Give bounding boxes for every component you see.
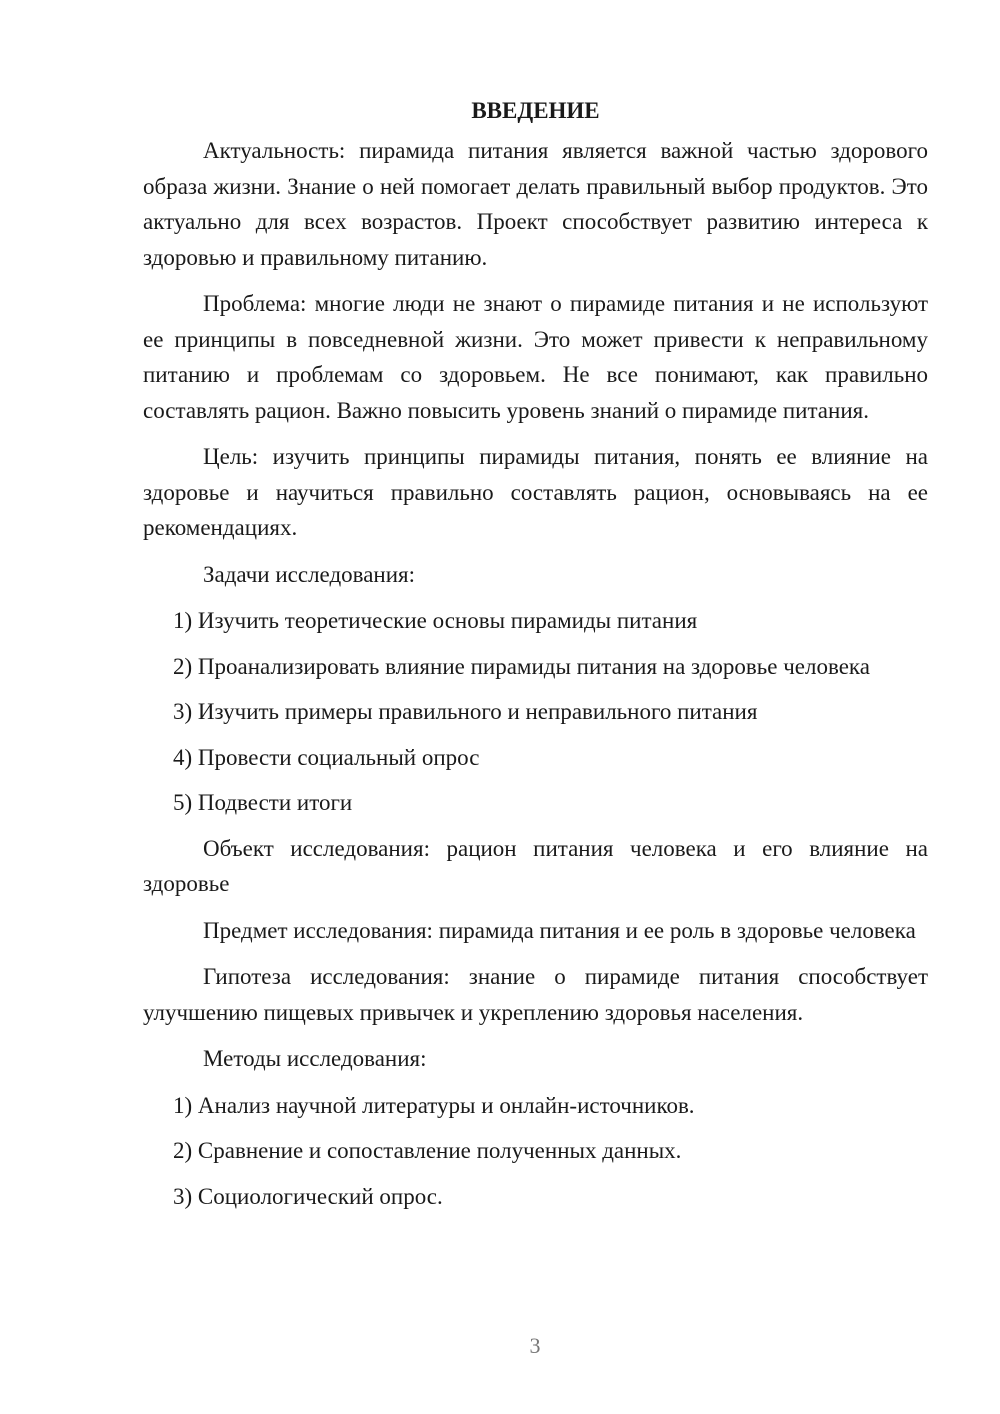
relevance-paragraph: Актуальность: пирамида питания является важной частью здорового образа жизни. Знание о ней помогает делать правильный выбор продуктов. Это актуально для всех возрастов. Проект способствует развитию интереса к здоровью и правильному питанию. bbox=[143, 138, 928, 270]
hypothesis-paragraph: Гипотеза исследования: знание о пирамиде питания способствует улучшению пищевых привычек и укреплению здоровья населения. bbox=[143, 964, 928, 1025]
method-item-3: 3) Социологический опрос. bbox=[173, 1183, 443, 1209]
task-item-1: 1) Изучить теоретические основы пирамиды питания bbox=[173, 608, 698, 633]
task-item-3: 3) Изучить примеры правильного и неправильного питания bbox=[173, 699, 758, 724]
subject-paragraph: Предмет исследования: пирамида питания и ее роль в здоровье человека bbox=[203, 917, 916, 943]
task-item-5: 5) Подвести итоги bbox=[173, 790, 353, 815]
methods-heading: Методы исследования: bbox=[203, 1046, 427, 1071]
goal-paragraph: Цель: изучить принципы пирамиды питания, понять ее влияние на здоровье и научиться правильно составлять рацион, основываясь на ее рекомендациях. bbox=[143, 444, 928, 540]
section-title: ВВЕДЕНИЕ bbox=[471, 98, 600, 123]
object-paragraph: Объект исследования: рацион питания человека и его влияние на здоровье bbox=[143, 835, 928, 896]
problem-paragraph: Проблема: многие люди не знают о пирамиде питания и не используют ее принципы в повседневной жизни. Это может привести к неправильному питанию и проблемам со здоровьем. Не все понимают, как правильно составлять рацион. Важно повысить уровень знаний о пирамиде питания. bbox=[143, 291, 928, 423]
task-item-2: 2) Проанализировать влияние пирамиды питания на здоровье человека bbox=[173, 653, 870, 679]
task-item-4: 4) Провести социальный опрос bbox=[173, 744, 480, 770]
page-content bbox=[143, 93, 928, 1224]
tasks-heading: Задачи исследования: bbox=[203, 561, 416, 587]
method-item-2: 2) Сравнение и сопоставление полученных данных. bbox=[173, 1138, 682, 1163]
method-item-1: 1) Анализ научной литературы и онлайн-источников. bbox=[173, 1092, 695, 1118]
page-number: 3 bbox=[529, 1333, 541, 1358]
